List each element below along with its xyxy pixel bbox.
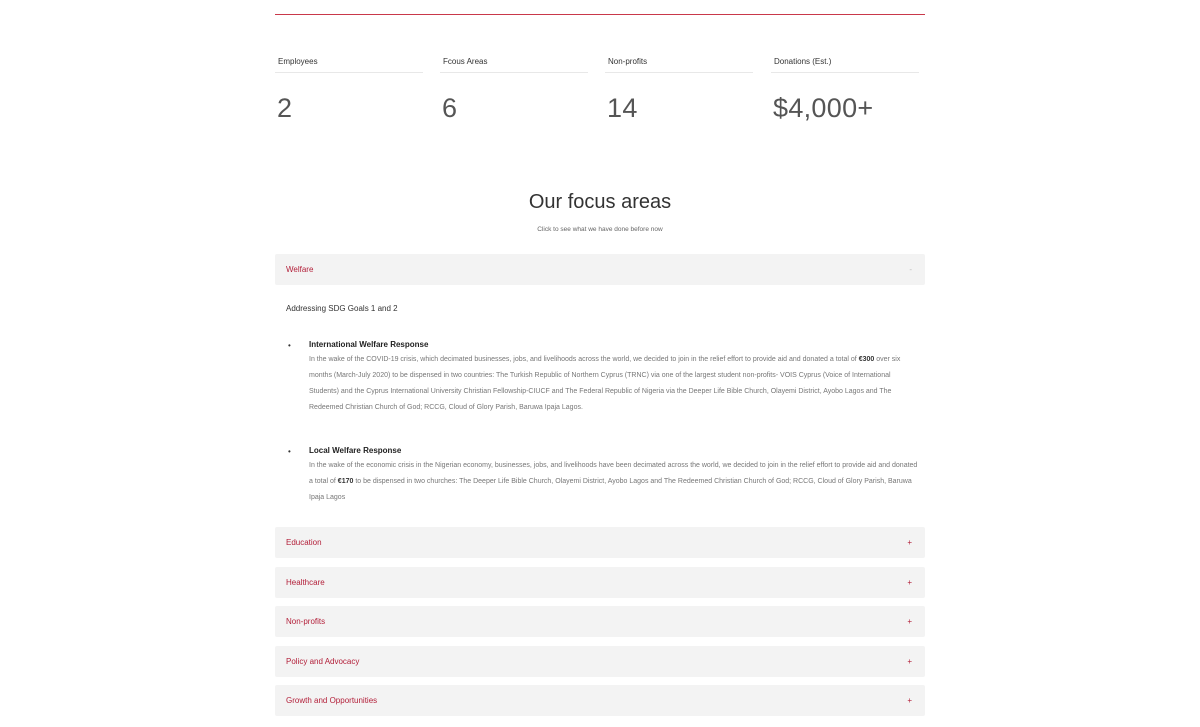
donation-amount: €170 <box>337 478 354 485</box>
bullet-icon: • <box>288 447 291 456</box>
bullet-icon: • <box>288 341 291 350</box>
expand-icon[interactable]: + <box>907 657 912 666</box>
stat-employees <box>275 56 423 124</box>
accordion-title: Non-profits <box>286 617 326 626</box>
stat-label: Non-profits <box>605 56 753 73</box>
section-title: Our focus areas <box>528 191 672 213</box>
stat-non-profits <box>605 56 753 124</box>
accordion-title: Policy and Advocacy <box>286 657 360 666</box>
stat-value: $4,000+ <box>773 93 874 123</box>
stats-row <box>275 56 925 136</box>
stat-value: 2 <box>277 93 293 123</box>
accordion-header-healthcare[interactable] <box>275 567 925 598</box>
stat-label: Fcous Areas <box>440 56 588 73</box>
panel-heading: Addressing SDG Goals 1 and 2 <box>286 304 398 313</box>
stat-donations <box>771 56 919 124</box>
item-body <box>309 352 919 416</box>
accordion-title: Education <box>286 538 322 547</box>
stat-value: 6 <box>442 93 458 123</box>
accordion-header-welfare[interactable] <box>275 254 925 285</box>
expand-icon[interactable]: + <box>907 696 912 705</box>
donation-amount: €300 <box>858 356 875 363</box>
item-title: International Welfare Response <box>309 340 429 349</box>
accordion-title: Healthcare <box>286 578 325 587</box>
accordion-title: Welfare <box>286 265 314 274</box>
stat-label: Employees <box>275 56 423 73</box>
expand-icon[interactable]: + <box>907 617 912 626</box>
item-body <box>309 458 919 506</box>
item-title: Local Welfare Response <box>309 446 402 455</box>
collapse-icon[interactable]: - <box>909 265 912 274</box>
expand-icon[interactable]: + <box>907 538 912 547</box>
accordion-header-non-profits[interactable] <box>275 606 925 637</box>
stat-value: 14 <box>607 93 638 123</box>
top-divider <box>275 14 925 15</box>
accordion-title: Growth and Opportunities <box>286 696 378 705</box>
item-body-text: to be dispensed in two churches: The Deeper Life Bible Church, Olayemi District, Ayobo Lagos and The Redeemed Christian Church of God; RCCG, Cloud of Glory Parish, Baruwa Ipaja Lagos <box>309 478 912 501</box>
stat-label: Donations (Est.) <box>771 56 919 73</box>
accordion-header-growth[interactable] <box>275 685 925 716</box>
stat-focus-areas <box>440 56 588 124</box>
item-body-text: In the wake of the COVID-19 crisis, which decimated businesses, jobs, and livelihoods across the world, we decided to join in the relief effort to provide aid and donated a total of <box>309 356 859 363</box>
accordion-header-policy-advocacy[interactable] <box>275 646 925 677</box>
expand-icon[interactable]: + <box>907 578 912 587</box>
accordion-header-education[interactable] <box>275 527 925 558</box>
item-body-text: over six months (March-July 2020) to be dispensed in two countries: The Turkish Republic of Northern Cyprus (TRNC) via one of the largest student non-profits- VOIS Cyprus (Voice of International Students) and the Cyprus International University Christian Fellowship-CIUCF and The Federal Republic of Nigeria via the Deeper Life Bible Church, Olayemi District, Ayobo Lagos and The Redeemed Christian Church of God; RCCG, Cloud of Glory Parish, Baruwa Ipaja Lagos. <box>309 356 901 411</box>
item-body-text: In the wake of the economic crisis in the Nigerian economy, businesses, jobs, and livelihoods have been decimated across the world, we decided to join in the relief effort to provide aid and donated a total of <box>309 462 918 485</box>
section-subtitle: Click to see what we have done before now <box>537 226 663 233</box>
